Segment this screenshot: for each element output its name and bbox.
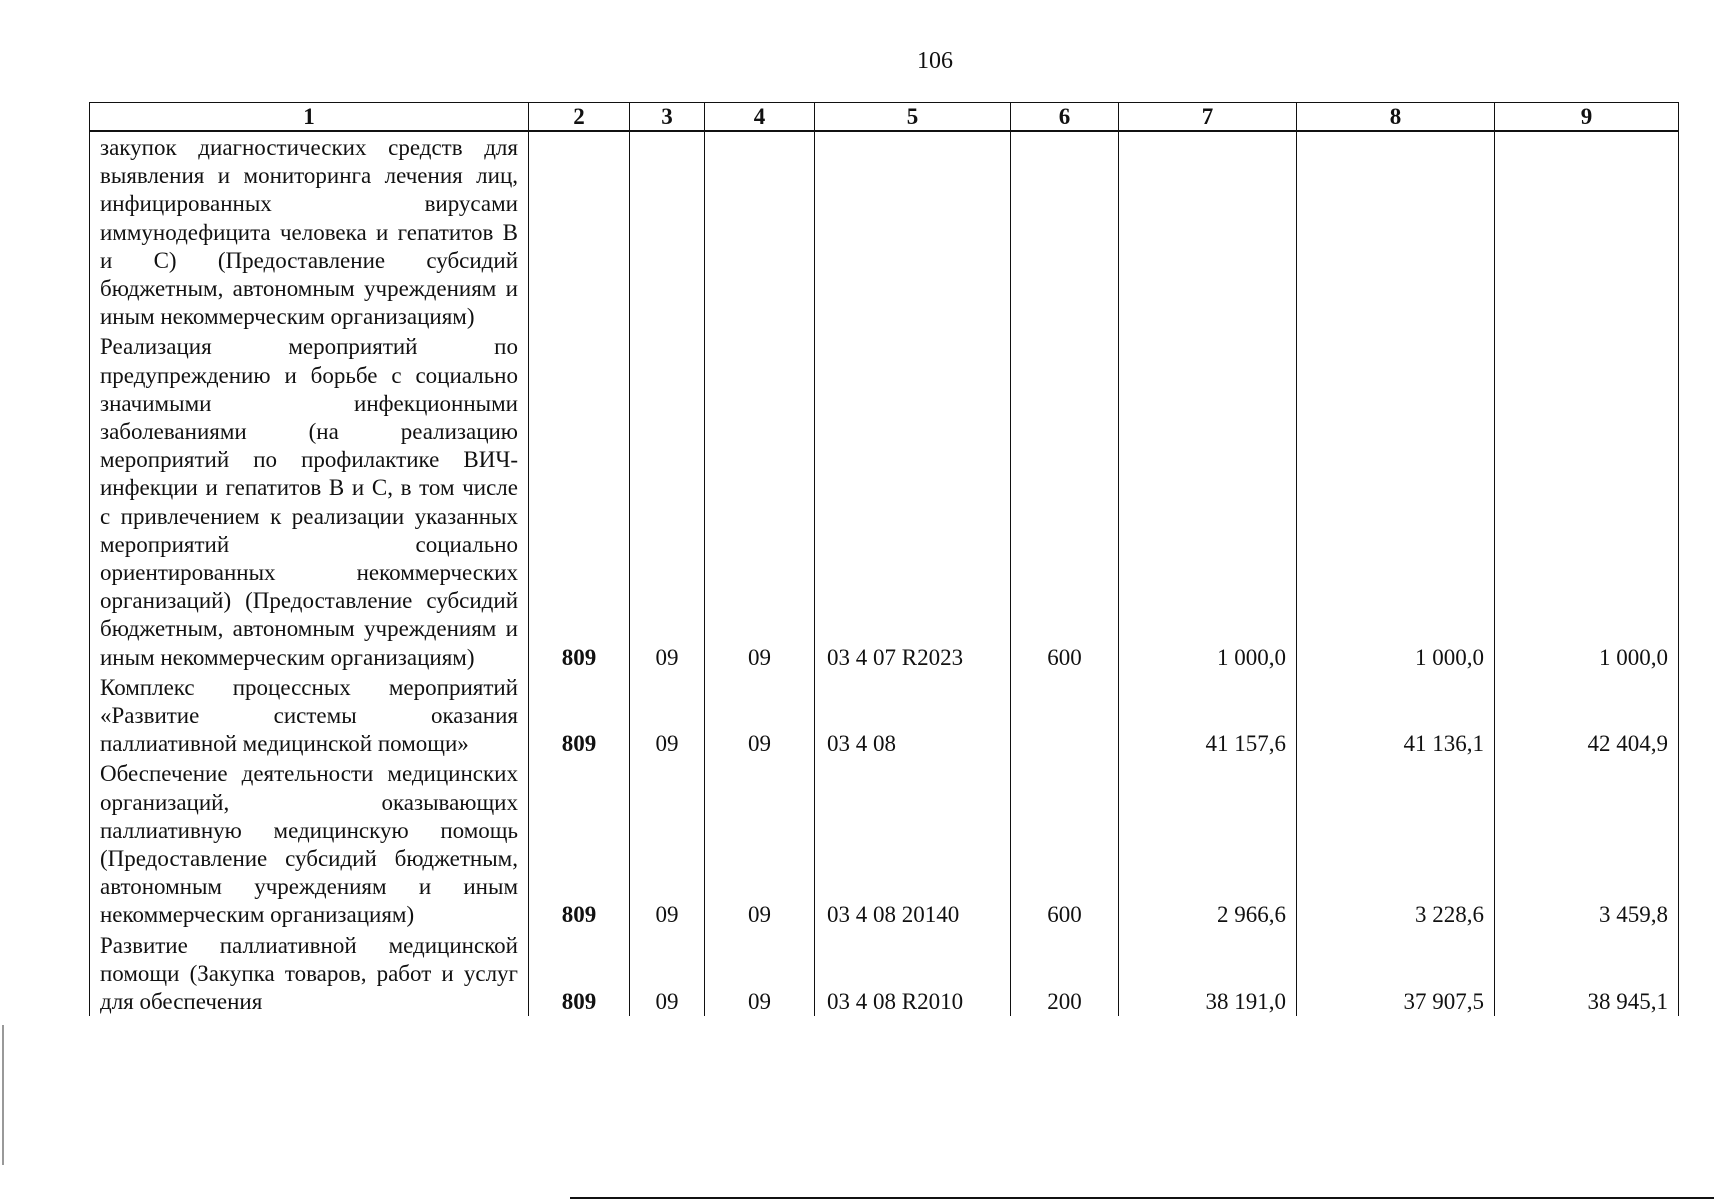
row-amount-col7: 2 966,6 <box>1119 758 1297 929</box>
row-grbs: 809 <box>529 930 630 1017</box>
row-target-article: 03 4 07 R2023 <box>815 331 1011 671</box>
table-row <box>90 930 1679 1017</box>
column-header-6: 6 <box>1011 103 1119 132</box>
row-amount-col8 <box>1297 131 1495 331</box>
table-row <box>90 758 1679 929</box>
row-amount-col8: 41 136,1 <box>1297 672 1495 759</box>
row-target-article <box>815 131 1011 331</box>
scan-margin-mark <box>2 1025 4 1165</box>
row-subsection: 09 <box>705 672 815 759</box>
row-subsection: 09 <box>705 758 815 929</box>
row-section: 09 <box>630 758 705 929</box>
row-amount-col8: 1 000,0 <box>1297 331 1495 671</box>
row-expense-type: 600 <box>1011 758 1119 929</box>
column-header-2: 2 <box>529 103 630 132</box>
row-amount-col9: 3 459,8 <box>1495 758 1679 929</box>
row-expense-type: 600 <box>1011 331 1119 671</box>
row-grbs: 809 <box>529 758 630 929</box>
table-row <box>90 331 1679 671</box>
row-grbs: 809 <box>529 331 630 671</box>
row-target-article: 03 4 08 20140 <box>815 758 1011 929</box>
row-name: Обеспечение деятельности медицинских организаций, оказывающих паллиативную медицинскую помощь (Предоставление субсидий бюджетным, автономным учреждениям и иным некоммерческим организациям) <box>90 758 529 929</box>
row-amount-col7: 38 191,0 <box>1119 930 1297 1017</box>
row-amount-col8: 3 228,6 <box>1297 758 1495 929</box>
row-amount-col9: 42 404,9 <box>1495 672 1679 759</box>
row-target-article: 03 4 08 <box>815 672 1011 759</box>
row-name: закупок диагностических средств для выявления и мониторинга лечения лиц, инфицированных вирусами иммунодефицита человека и гепатитов В и С) (Предоставление субсидий бюджетным, автономным учреждениям и иным некоммерческим организациям) <box>90 131 529 331</box>
column-header-3: 3 <box>630 103 705 132</box>
table-header <box>90 103 1679 132</box>
row-section: 09 <box>630 672 705 759</box>
row-subsection: 09 <box>705 331 815 671</box>
table-row <box>90 131 1679 331</box>
row-amount-col8: 37 907,5 <box>1297 930 1495 1017</box>
column-header-8: 8 <box>1297 103 1495 132</box>
budget-table <box>89 102 1679 1016</box>
row-grbs: 809 <box>529 672 630 759</box>
row-amount-col7: 1 000,0 <box>1119 331 1297 671</box>
row-subsection <box>705 131 815 331</box>
column-header-1: 1 <box>90 103 529 132</box>
row-amount-col9: 1 000,0 <box>1495 331 1679 671</box>
bottom-rule-line <box>570 1197 1714 1199</box>
row-amount-col9: 38 945,1 <box>1495 930 1679 1017</box>
row-expense-type <box>1011 672 1119 759</box>
row-amount-col7: 41 157,6 <box>1119 672 1297 759</box>
column-header-4: 4 <box>705 103 815 132</box>
row-name: Комплекс процессных мероприятий «Развитие системы оказания паллиативной медицинской помощи» <box>90 672 529 759</box>
row-expense-type: 200 <box>1011 930 1119 1017</box>
row-grbs <box>529 131 630 331</box>
row-name: Реализация мероприятий по предупреждению и борьбе с социально значимыми инфекционными заболеваниями (на реализацию мероприятий по профилактике ВИЧ-инфекции и гепатитов В и С, в том числе с привлечением к реализации указанных мероприятий социально ориентированных некоммерческих организаций) (Предоставление субсидий бюджетным, автономным учреждениям и иным некоммерческим организациям) <box>90 331 529 671</box>
page-number: 106 <box>917 48 953 74</box>
row-amount-col9 <box>1495 131 1679 331</box>
row-expense-type <box>1011 131 1119 331</box>
row-subsection: 09 <box>705 930 815 1017</box>
row-section: 09 <box>630 930 705 1017</box>
column-header-5: 5 <box>815 103 1011 132</box>
row-target-article: 03 4 08 R2010 <box>815 930 1011 1017</box>
row-amount-col7 <box>1119 131 1297 331</box>
row-section <box>630 131 705 331</box>
row-name: Развитие паллиативной медицинской помощи (Закупка товаров, работ и услуг для обеспечения <box>90 930 529 1017</box>
column-header-9: 9 <box>1495 103 1679 132</box>
column-header-7: 7 <box>1119 103 1297 132</box>
row-section: 09 <box>630 331 705 671</box>
table-row <box>90 672 1679 759</box>
